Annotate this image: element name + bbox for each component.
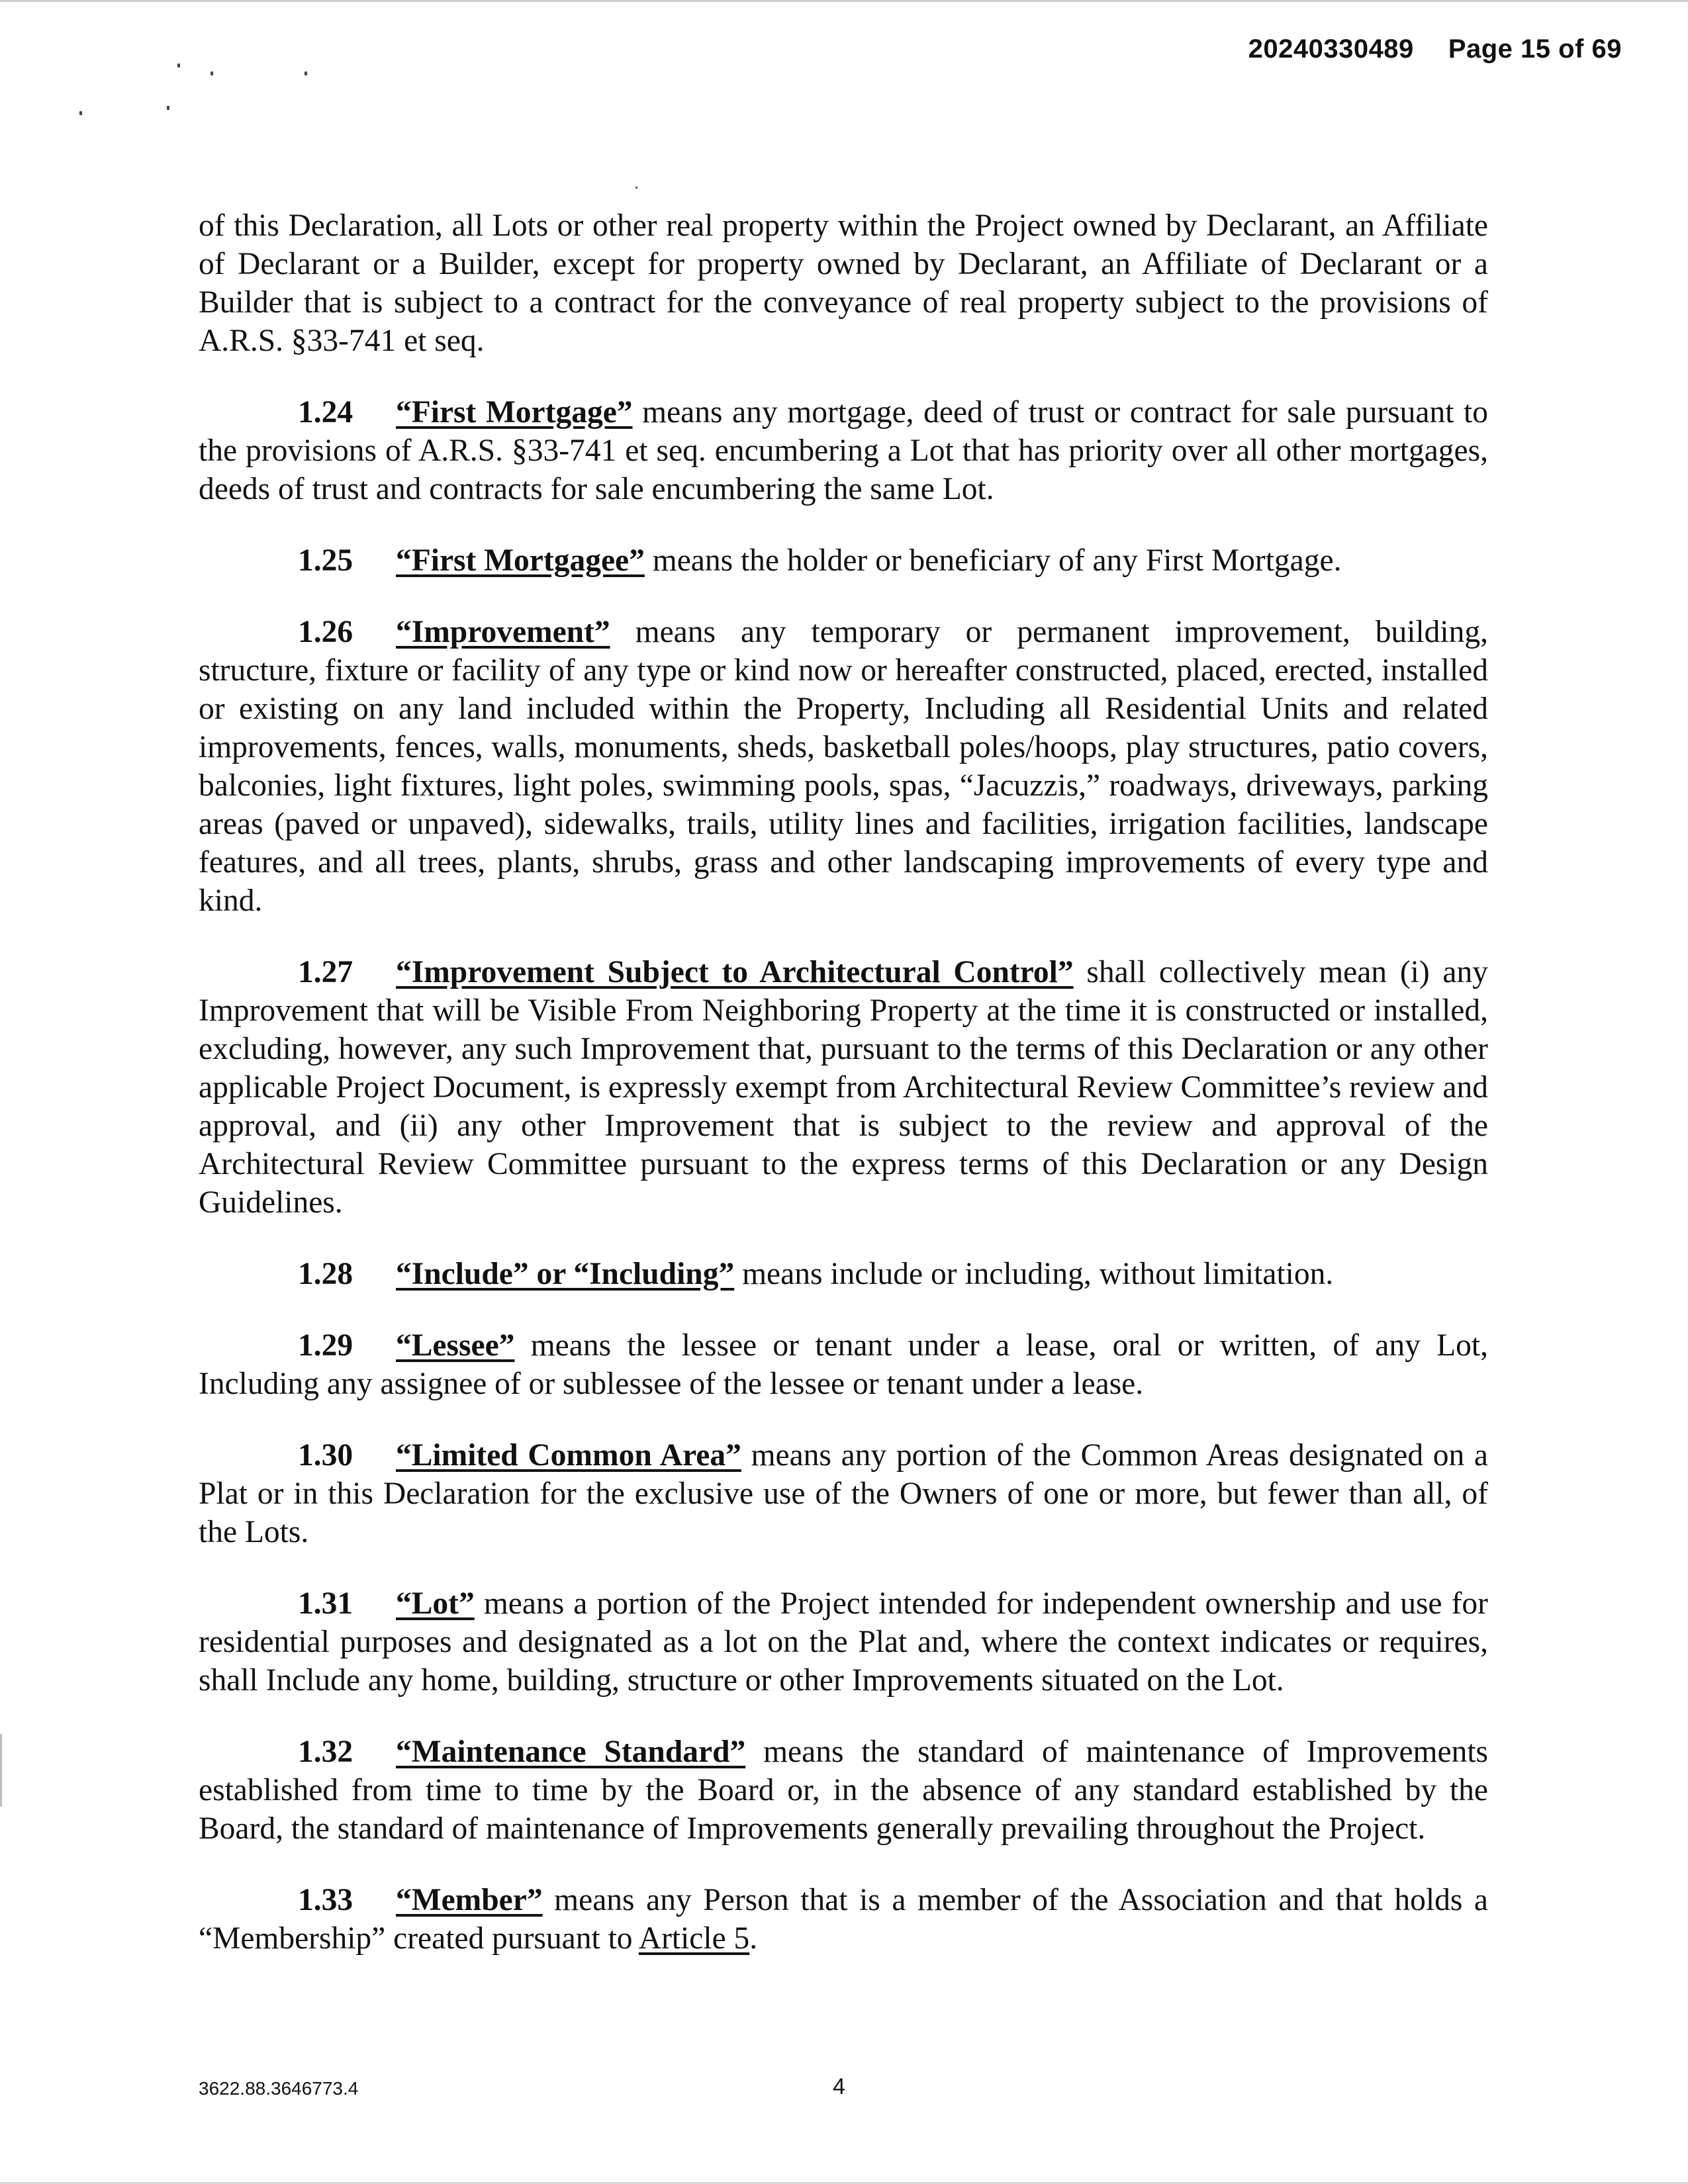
top-scan-edge xyxy=(0,0,1688,2)
section-1-31 xyxy=(199,1584,1488,1700)
section-number: 1.29 xyxy=(298,1328,353,1363)
defined-term: “Include” or “Including” xyxy=(396,1257,735,1291)
section-1-25 xyxy=(199,541,1488,580)
section-1-30 xyxy=(199,1436,1488,1551)
definition-text: means any mortgage, deed of trust or contract for sale pursuant to the provisions of A.R.S. §33-741 et seq. encumbering a Lot that has priority over all other mortgages, deeds of trust and contracts for sale encumbering the same Lot. xyxy=(199,395,1488,506)
definition-text: means the lessee or tenant under a lease, oral or written, of any Lot, Including any assignee of or sublessee of the lessee or tenant under a lease. xyxy=(199,1328,1488,1401)
section-number: 1.31 xyxy=(298,1586,353,1621)
defined-term: “Lessee” xyxy=(396,1328,515,1363)
definition-text: means a portion of the Project intended for independent ownership and use for residential purposes and designated as a lot on the Plat and, where the context indicates or requires, shall Include any home, building, structure or other Improvements situated on the Lot. xyxy=(199,1586,1488,1698)
section-number: 1.24 xyxy=(298,395,353,430)
definition-text: means the standard of maintenance of Improvements established from time to time by the Board or, in the absence of any standard established by the Board, the standard of maintenance of Improvements generally prevailing throughout the Project. xyxy=(199,1735,1488,1846)
scan-speck xyxy=(305,71,307,75)
definition-text: shall collectively mean (i) any Improvement that will be Visible From Neighboring Property at the time it is constructed or installed, excluding, however, any such Improvement that, pursuant to the terms of this Declaration or any other applicable Project Document, is expressly exempt from Architectural Review Committee’s review and approval, and (ii) any other Improvement that is subject to the review and approval of the Architectural Review Committee pursuant to the express terms of this Declaration or any Design Guidelines. xyxy=(199,955,1488,1220)
section-1-27 xyxy=(199,953,1488,1222)
definition-text: means include or including, without limitation. xyxy=(734,1257,1334,1291)
section-1-28 xyxy=(199,1255,1488,1293)
defined-term: “Improvement Subject to Architectural Control” xyxy=(396,955,1074,989)
definition-text: means the holder or beneficiary of any First Mortgage. xyxy=(644,543,1342,578)
defined-term: “Limited Common Area” xyxy=(396,1438,741,1473)
defined-term: “Lot” xyxy=(396,1586,475,1621)
left-scan-edge xyxy=(0,1734,2,1807)
defined-term: “First Mortgagee” xyxy=(396,543,645,578)
footer-page-number: 4 xyxy=(833,2074,845,2099)
section-1-32 xyxy=(199,1733,1488,1848)
scan-speck xyxy=(167,106,169,110)
section-number: 1.28 xyxy=(298,1257,353,1291)
section-number: 1.33 xyxy=(298,1883,353,1917)
definition-text: means any Person that is a member of the Association and that holds a “Membership” created pursuant to xyxy=(199,1883,1488,1956)
section-1-33 xyxy=(199,1881,1488,1958)
page-header xyxy=(1248,34,1622,64)
definition-text: means any portion of the Common Areas designated on a Plat or in this Declaration for the exclusive use of the Owners of one or more, but fewer than all, of the Lots. xyxy=(199,1438,1488,1549)
page-counter: Page 15 of 69 xyxy=(1448,34,1622,64)
scan-speck xyxy=(79,111,82,115)
definition-text: means any temporary or permanent improvement, building, structure, fixture or facility of any type or kind now or hereafter constructed, placed, erected, installed or existing on any land included within the Property, Including all Residential Units and related improvements, fences, walls, monuments, sheds, basketball poles/hoops, play structures, patio covers, balconies, light fixtures, light poles, swimming pools, spas, “Jacuzzis,” roadways, driveways, parking areas (paved or unpaved), sidewalks, trails, utility lines and facilities, irrigation facilities, landscape features, and all trees, plants, shrubs, grass and other landscaping improvements of every type and kind. xyxy=(199,615,1488,918)
section-number: 1.26 xyxy=(298,615,353,649)
scan-speck xyxy=(635,187,637,189)
scan-speck xyxy=(211,71,213,75)
section-number: 1.25 xyxy=(298,543,353,578)
defined-term: “Maintenance Standard” xyxy=(396,1735,746,1769)
section-number: 1.32 xyxy=(298,1735,353,1769)
document-body xyxy=(199,206,1488,1991)
defined-term: “First Mortgage” xyxy=(396,395,633,430)
section-1-24 xyxy=(199,393,1488,508)
section-number: 1.27 xyxy=(298,955,353,989)
defined-term: “Member” xyxy=(396,1883,543,1917)
defined-term: “Improvement” xyxy=(396,615,610,649)
definition-tail: . xyxy=(749,1921,758,1956)
section-1-29 xyxy=(199,1326,1488,1403)
scan-speck xyxy=(177,64,180,68)
recording-number: 20240330489 xyxy=(1248,34,1414,64)
continuation-paragraph: of this Declaration, all Lots or other real property within the Project owned by Declarant, an Affiliate of Declarant or a Builder, except for property owned by Declarant, an Affiliate of Declarant or a Builder that is subject to a contract for the conveyance of real property subject to the provisions of A.R.S. §33-741 et seq. xyxy=(199,208,1488,358)
footer-document-id: 3622.88.3646773.4 xyxy=(199,2078,359,2099)
section-number: 1.30 xyxy=(298,1438,353,1473)
section-1-26 xyxy=(199,613,1488,920)
article-reference: Article 5 xyxy=(638,1921,750,1956)
